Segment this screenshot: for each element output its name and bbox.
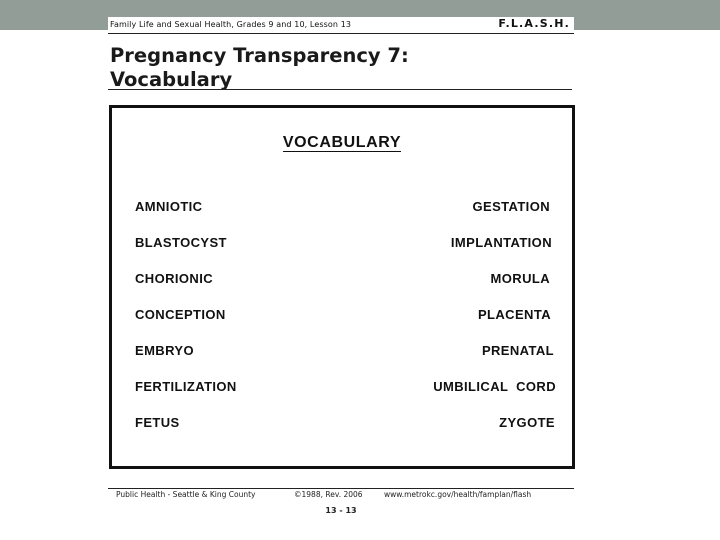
footer-organization: Public Health - Seattle & King County [116,490,256,499]
program-name: F.L.A.S.H. [498,17,570,30]
page-header [108,17,574,34]
page-number: 13 - 13 [325,506,357,515]
title-divider [108,89,572,90]
vocabulary-heading [112,134,572,152]
course-line: Family Life and Sexual Health, Grades 9 and 10, Lesson 13 [110,20,352,29]
vocab-term-right: PRENATAL [481,343,554,358]
footer-divider [108,488,574,489]
title-line-2: Vocabulary [110,68,233,91]
vocab-term-left: EMBRYO [135,343,194,358]
title-line-1: Pregnancy Transparency 7: [110,44,409,67]
vocabulary-heading-text: VOCABULARY [282,134,402,151]
vocab-term-left: FETUS [135,415,180,430]
footer-url: www.metrokc.gov/health/famplan/flash [384,490,532,499]
vocab-term-right: UMBILICAL CORD [433,379,556,394]
vocab-term-left: BLASTOCYST [135,235,227,250]
vocab-term-right: MORULA [490,271,550,286]
vocab-term-left: CONCEPTION [135,307,226,322]
vocab-term-right: ZYGOTE [499,415,555,430]
vocab-term-right: PLACENTA [477,307,551,322]
vocab-term-left: AMNIOTIC [135,199,203,214]
page-title [110,44,409,92]
vocab-term-right: IMPLANTATION [450,235,552,250]
vocab-term-right: GESTATION [472,199,550,214]
vocab-term-left: FERTILIZATION [135,379,237,394]
document-page [108,17,574,530]
vocab-term-left: CHORIONIC [135,271,213,286]
footer-copyright: ©1988, Rev. 2006 [294,490,363,499]
vocabulary-box [109,105,575,469]
